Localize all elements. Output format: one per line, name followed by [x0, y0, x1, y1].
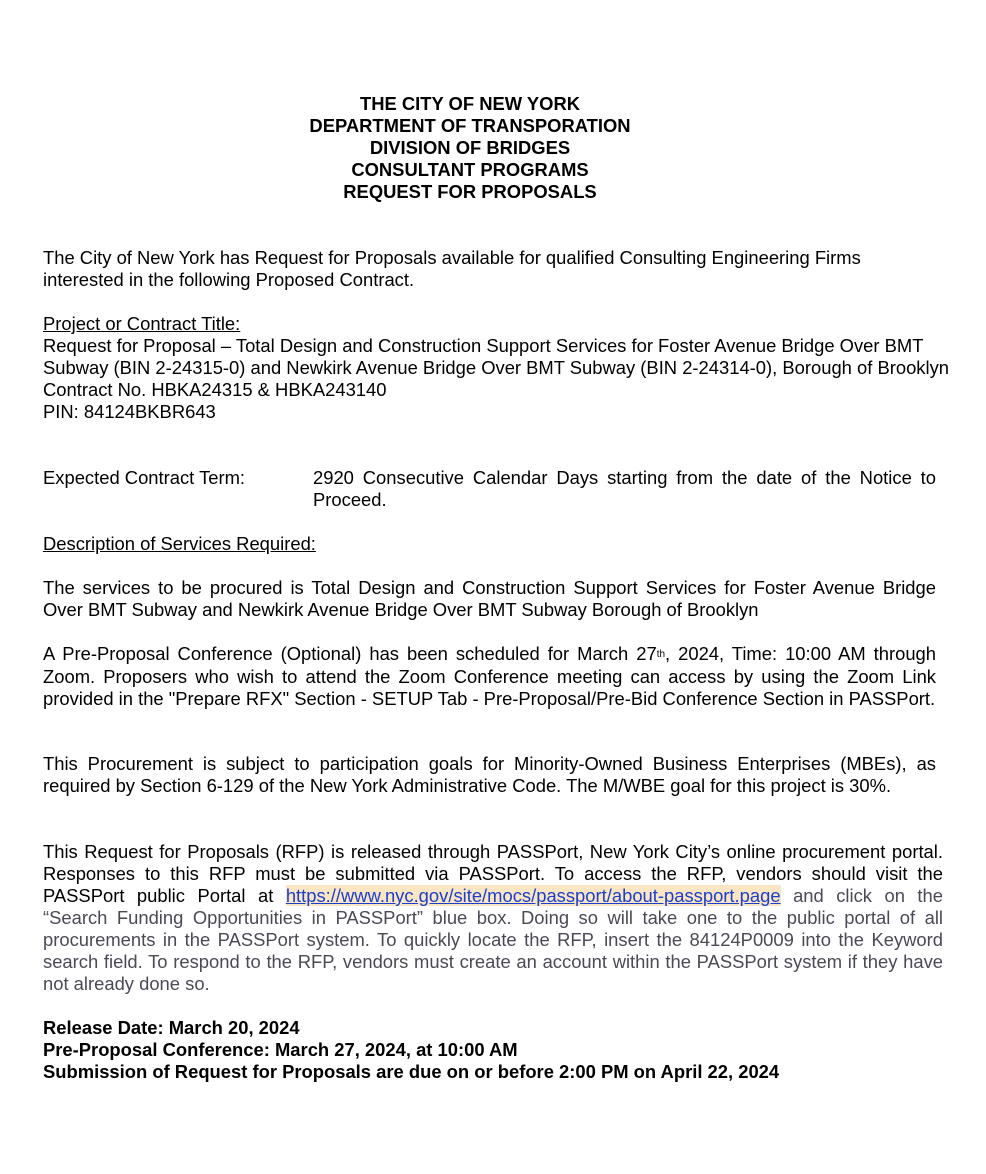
submission-date: Submission of Request for Proposals are due on or before 2:00 PM on April 22, 2024	[43, 1061, 780, 1082]
contract-number: Contract No. HBKA24315 & HBKA243140	[43, 379, 387, 400]
header-city: THE CITY OF NEW YORK	[359, 93, 581, 114]
rfp-paragraph	[43, 841, 943, 995]
project-title: Request for Proposal – Total Design and Construction Support Services for Foster Avenue Bridge Over BMT Subway (BIN 2-24315-0) and Newkirk Avenue Bridge Over BMT Subway (BIN 2-24314-0), Borough of Brooklyn	[43, 335, 950, 378]
release-date: Release Date: March 20, 2024	[43, 1017, 300, 1038]
header-division: DIVISION OF BRIDGES	[369, 137, 571, 158]
rfp-text-2: and click on the “Search Funding Opportunities in PASSPort” blue box. Doing so will take one to the public portal of all procurements in the PASSPort system. To quickly locate the RFP, insert the 84124P0009 into the Keyword search field. To respond to the RFP, vendors must create an account within the PASSPort system if they have not already done so.	[43, 885, 943, 994]
pin-number: PIN: 84124BKBR643	[43, 401, 216, 422]
passport-link[interactable]: https://www.nyc.gov/site/mocs/passport/about-passport.page	[285, 885, 781, 906]
intro-paragraph: The City of New York has Request for Proposals available for qualified Consulting Engineering Firms interested in the following Proposed Contract.	[43, 247, 861, 290]
services-heading: Description of Services Required:	[43, 533, 316, 554]
header-rfp: REQUEST FOR PROPOSALS	[343, 181, 597, 202]
rfp-text-1: This Request for Proposals (RFP) is released through PASSPort, New York City’s online procurement portal. Responses to this RFP must be submitted via PASSPort. To access the RFP, vendors should visit the PASSPort public Portal at	[43, 841, 943, 906]
term-value: 2920 Consecutive Calendar Days starting from the date of the Notice to Proceed.	[313, 467, 936, 510]
conference-text-2: , 2024, Time: 10:00 AM through Zoom. Proposers who wish to attend the Zoom Conference meeting can access by using the Zoom Link provided in the "Prepare RFX" Section - SETUP Tab - Pre-Proposal/Pre-Bid Conference Section in PASSPort.	[43, 643, 937, 709]
term-label: Expected Contract Term:	[43, 467, 246, 488]
project-heading: Project or Contract Title:	[43, 313, 241, 334]
services-paragraph: The services to be procured is Total Design and Construction Support Services for Foster Avenue Bridge Over BMT Subway and Newkirk Avenue Bridge Over BMT Subway Borough of Brooklyn	[43, 577, 936, 620]
conference-text-1: A Pre-Proposal Conference (Optional) has been scheduled for March 27	[43, 643, 657, 664]
project-section	[43, 313, 973, 423]
conference-date: Pre-Proposal Conference: March 27, 2024, at 10:00 AM	[43, 1039, 518, 1060]
document-header	[0, 93, 940, 203]
dates-section	[43, 1017, 779, 1083]
conference-paragraph	[43, 643, 936, 710]
header-programs: CONSULTANT PROGRAMS	[351, 159, 589, 180]
ordinal-suffix: th	[656, 649, 666, 660]
mbe-paragraph: This Procurement is subject to participation goals for Minority-Owned Business Enterprises (MBEs), as required by Section 6-129 of the New York Administrative Code. The M/WBE goal for this project is 30%.	[43, 753, 936, 796]
header-department: DEPARTMENT OF TRANSPORATION	[309, 115, 631, 136]
